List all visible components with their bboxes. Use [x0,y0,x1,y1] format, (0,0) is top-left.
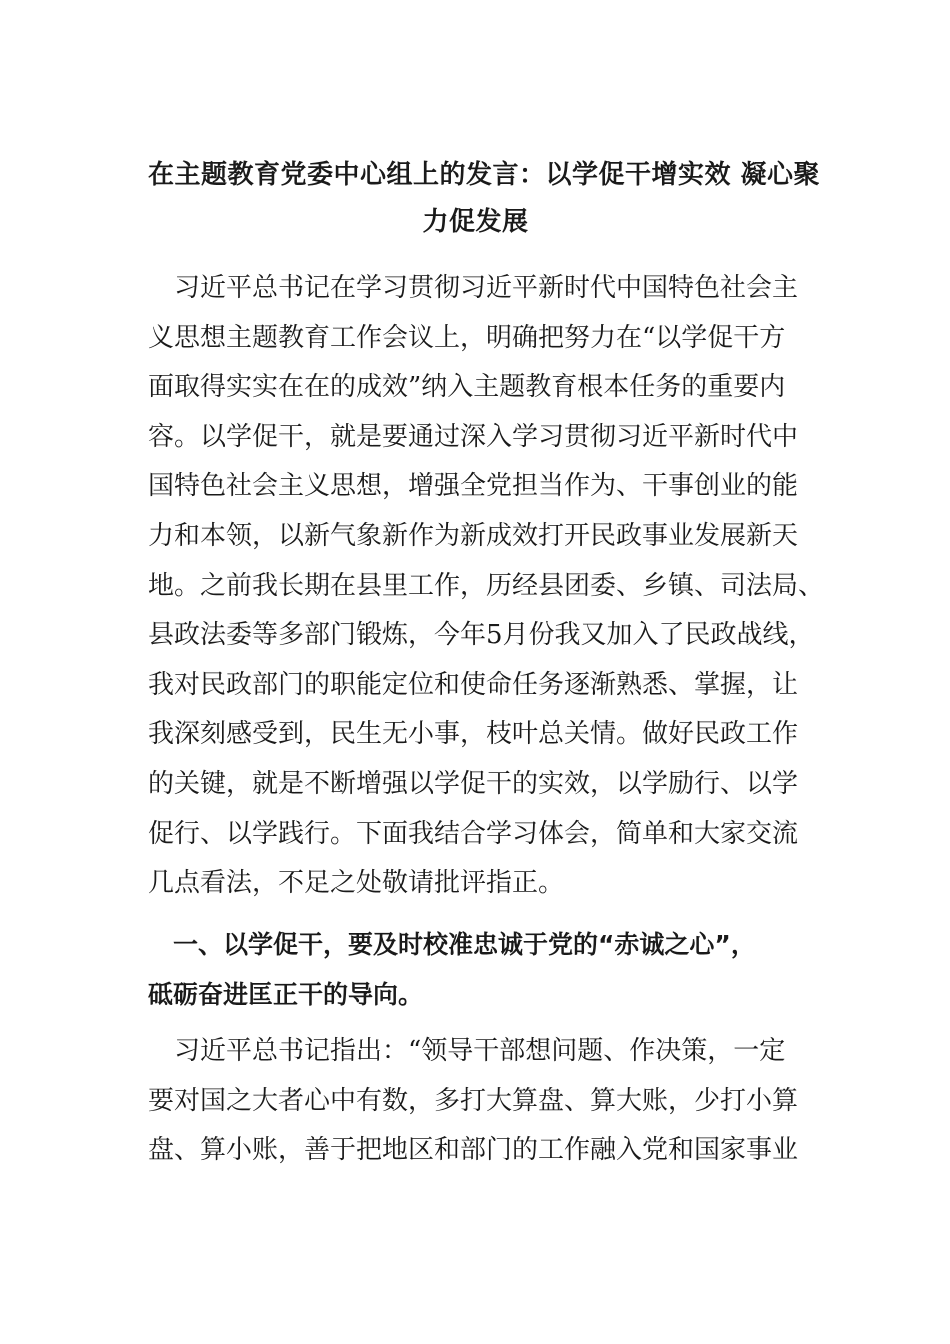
text-line: 国特色社会主义思想，增强全党担当作为、干事创业的能 [148,471,799,502]
body-paragraph-1 [148,264,825,909]
text-line: 促行、以学践行。下面我结合学习体会，简单和大家交流 [148,818,799,849]
text-line: 习近平总书记指出：“领导干部想问题、作决策，一定 [148,1036,786,1066]
text-line: 盘、算小账，善于把地区和部门的工作融入党和国家事业 [148,1135,799,1166]
heading-line: 砥砺奋进匡正干的导向。 [148,980,424,1009]
text-line: 我对民政部门的职能定位和使命任务逐渐熟悉、掌握，让 [148,669,799,700]
text-line: 几点看法，不足之处敬请批评指正。 [148,868,565,899]
title-line: 在主题教育党委中心组上的发言：以学促干增实效 凝心聚 [148,160,821,190]
document-title [148,152,821,246]
text-line: 地。之前我长期在县里工作，历经县团委、乡镇、司法局、 [148,570,825,601]
text-line: 要对国之大者心中有数，多打大算盘、算大账，少打小算 [148,1085,799,1116]
text-line: 我深刻感受到，民生无小事，枝叶总关情。做好民政工作 [148,719,799,750]
text-line: 县政法委等多部门锻炼，今年5月份我又加入了民政战线， [148,620,815,651]
text-line: 面取得实实在在的成效”纳入主题教育根本任务的重要内 [148,372,786,403]
body-paragraph-2 [148,1027,808,1176]
text-line: 习近平总书记在学习贯彻习近平新时代中国特色社会主 [148,273,799,303]
text-line: 义思想主题教育工作会议上，明确把努力在“以学促干方 [148,322,786,353]
text-line: 力和本领，以新气象新作为新成效打开民政事业发展新天 [148,520,799,551]
text-line: 容。以学促干，就是要通过深入学习贯彻习近平新时代中 [148,421,799,452]
heading-line: 一、以学促干，要及时校准忠诚于党的“赤诚之心”， [148,930,756,959]
section-heading-1 [148,920,808,1020]
title-line: 力促发展 [422,207,529,237]
text-line: 的关键，就是不断增强以学促干的实效，以学励行、以学 [148,768,799,799]
